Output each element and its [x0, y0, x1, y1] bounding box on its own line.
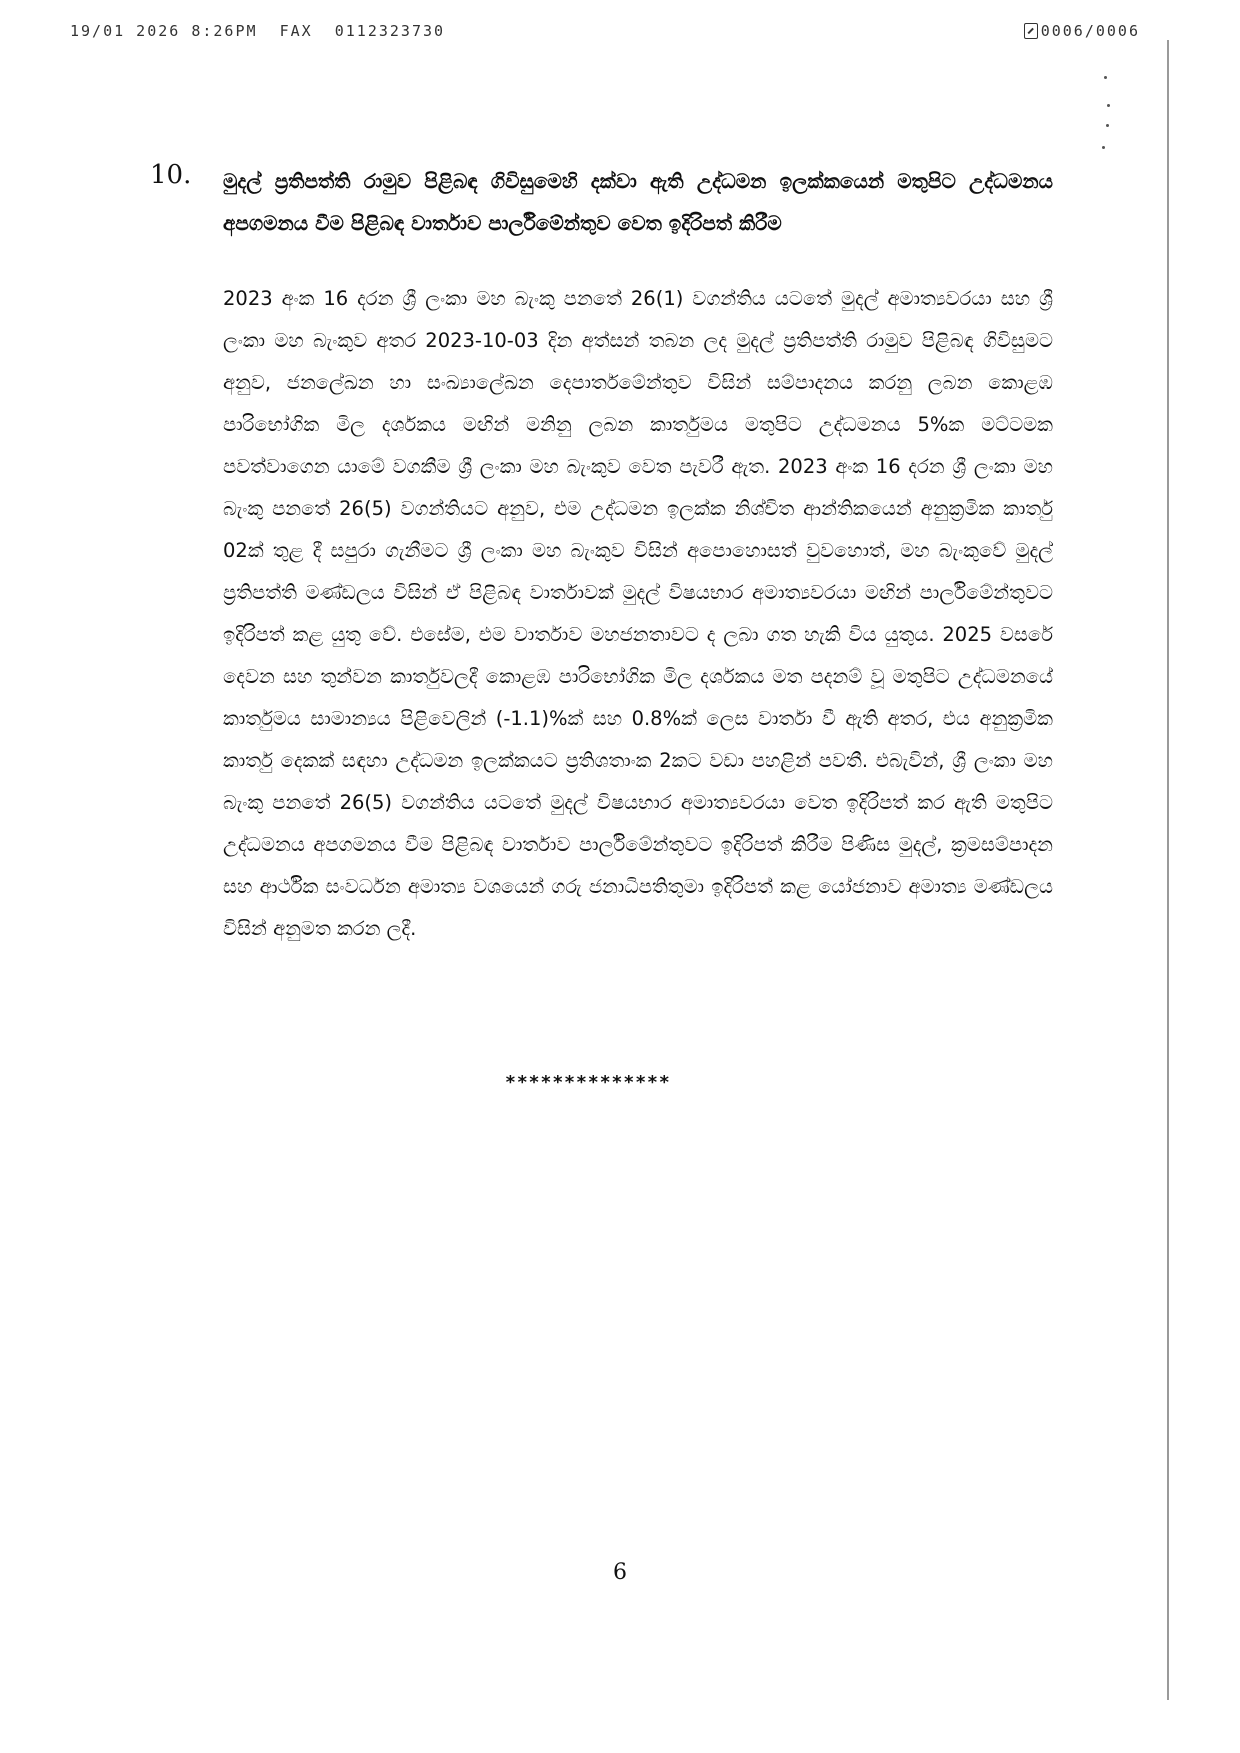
scan-speck	[1107, 104, 1110, 107]
scan-speck	[1104, 76, 1107, 79]
page-number: 6	[613, 1560, 627, 1585]
section-title: මුදල් ප්‍රතිපත්ති රාමුව පිළිබඳ ගිවිසුමෙහි දක්වා ඇති උද්ධමන ඉලක්කයෙන් මතුපිට උද්ධමනය අපගමනය වීම පිළිබඳ වාර්තාව පාර්ලිමේන්තුව වෙත ඉදිරිපත් කිරීම	[223, 169, 1053, 235]
section-body-paragraph: 2023 අංක 16 දරන ශ්‍රී ලංකා මහ බැංකු පනතේ 26(1) වගන්තිය යටතේ මුදල් අමාත්‍යවරයා සහ ශ්‍රී ලංකා මහ බැංකුව අතර 2023-10-03 දින අත්සන් තබන ලද මුදල් ප්‍රතිපත්ති රාමුව පිළිබඳ ගිවිසුමට අනුව, ජනලේඛන හා සංඛ්‍යාලේඛන දෙපාර්තමේන්තුව විසින් සම්පාදනය කරනු ලබන කොළඹ පාරිභෝගික මිල දර්ශකය මඟින් මනිනු ලබන කාර්තුමය මතුපිට උද්ධමනය 5%ක මට්ටමක පවත්වාගෙන යාමේ වගකීම ශ්‍රී ලංකා මහ බැංකුව වෙත පැවරී ඇත. 2023 අංක 16 දරන ශ්‍රී ලංකා මහ බැංකු පනතේ 26(5) වගන්තියට අනුව, එම උද්ධමන ඉලක්ක නිශ්චිත ආන්තිකයෙන් අනුක්‍රමික කාර්තු 02ක් තුළ දී සපුරා ගැනීමට ශ්‍රී ලංකා මහ බැංකුව විසින් අපොහොසත් වුවහොත්, මහ බැංකුවේ මුදල් ප්‍රතිපත්ති මණ්ඩලය විසින් ඒ පිළිබඳ වාර්තාවක් මුදල් විෂයභාර අමාත්‍යවරයා මඟින් පාර්ලිමේන්තුවට ඉදිරිපත් කළ යුතු වේ. එසේම, එම වාර්තාව මහජනතාවට ද ලබා ගත හැකි විය යුතුය. 2025 වසරේ දෙවන සහ තුන්වන කාර්තුවලදී කොළඹ පාරිභෝගික මිල දර්ශකය මත පදනම් වූ මතුපිට උද්ධමනයේ කාර්තුමය සාමාන්‍යය පිළිවෙලින් (-1.1)%ක් සහ 0.8%ක් ලෙස වාර්තා වී ඇති අතර, එය අනුක්‍රමික කාර්තු දෙකක් සඳහා උද්ධමන ඉලක්කයට ප්‍රතිශතාංක 2කට වඩා පහළින් පවතී. එබැවින්, ශ්‍රී ලංකා මහ බැංකු පනතේ 26(5) වගන්තිය යටතේ මුදල් විෂයභාර අමාත්‍යවරයා වෙත ඉදිරිපත් කර ඇති මතුපිට උද්ධමනය අපගමනය වීම පිළිබඳ වාර්තාව පාර්ලිමේන්තුවට ඉදිරිපත් කිරීම පිණිස මුදල්, ක්‍රමසම්පාදන සහ ආර්ථික සංවර්ධන අමාත්‍ය වශයෙන් ගරු ජනාධිපතිතුමා ඉදිරිපත් කළ යෝජනාව අමාත්‍ය මණ්ඩලය විසින් අනුමත කරන ලදී.	[223, 287, 1053, 940]
scan-edge-line	[1167, 40, 1169, 1700]
end-separator: **************	[505, 1072, 671, 1093]
fax-header	[70, 22, 1140, 46]
section-number: 10.	[150, 160, 192, 190]
fax-header-left	[70, 22, 445, 40]
fax-header-right	[1024, 22, 1140, 40]
fax-label: FAX	[279, 22, 313, 40]
fax-page-counter: 0006/0006	[1040, 22, 1140, 40]
fax-number: 0112323730	[334, 22, 446, 40]
fax-page-icon	[1024, 23, 1038, 39]
scan-speck	[1106, 124, 1109, 127]
scan-speck	[1102, 146, 1105, 149]
fax-timestamp: 19/01 2026 8:26PM	[70, 22, 258, 40]
